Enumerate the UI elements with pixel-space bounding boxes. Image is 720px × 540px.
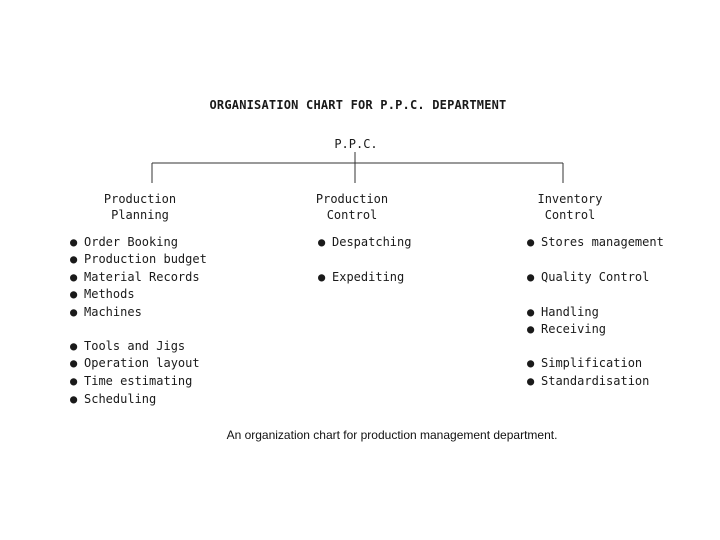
list-item (318, 269, 404, 286)
root-node-ppc: P.P.C. (334, 137, 378, 151)
list-item (527, 355, 642, 372)
list-item-label: Order Booking (84, 235, 178, 249)
list-item-label: Handling (541, 305, 599, 319)
list-item-label: Stores management (541, 235, 664, 249)
list-item (318, 234, 411, 251)
list-item (70, 355, 200, 372)
list-item (527, 373, 649, 390)
list-item (527, 234, 664, 251)
bullet-icon: ● (527, 374, 535, 388)
list-item-label: Operation layout (84, 356, 200, 370)
list-item-label: Simplification (541, 356, 643, 370)
branch-heading-line2: Control (544, 208, 596, 222)
list-item (70, 234, 178, 251)
branch-heading-line1: Production (103, 192, 177, 206)
list-item-label: Quality Control (541, 270, 650, 284)
bullet-icon: ● (318, 270, 326, 284)
list-item-label: Material Records (84, 270, 200, 284)
list-item-label: Machines (84, 305, 142, 319)
bullet-icon: ● (70, 339, 78, 353)
list-item (70, 286, 135, 303)
branch-heading-line1: Production (315, 192, 389, 206)
list-item-label: Time estimating (84, 374, 193, 388)
list-item (70, 338, 185, 355)
bullet-icon: ● (70, 305, 78, 319)
bullet-icon: ● (527, 356, 535, 370)
bullet-icon: ● (70, 252, 78, 266)
branch-heading-line2: Planning (111, 208, 169, 222)
list-item-label: Production budget (84, 252, 207, 266)
list-item-label: Despatching (332, 235, 412, 249)
list-item (70, 391, 156, 408)
list-item-label: Methods (84, 287, 135, 301)
list-item (527, 269, 649, 286)
list-item (70, 373, 192, 390)
list-item (527, 304, 599, 321)
branch-heading-production-control (300, 191, 404, 223)
list-item-label: Standardisation (541, 374, 650, 388)
bullet-icon: ● (70, 392, 78, 406)
list-item-label: Scheduling (84, 392, 157, 406)
figure-caption: An organization chart for production management department. (226, 428, 558, 442)
list-item-label: Receiving (541, 322, 607, 336)
bullet-icon: ● (70, 235, 78, 249)
bullet-icon: ● (527, 235, 535, 249)
list-item-label: Tools and Jigs (84, 339, 186, 353)
bullet-icon: ● (70, 270, 78, 284)
list-item (70, 269, 200, 286)
list-item (527, 321, 606, 338)
bullet-icon: ● (527, 305, 535, 319)
list-item-label: Expediting (332, 270, 405, 284)
bullet-icon: ● (318, 235, 326, 249)
branch-heading-line1: Inventory (537, 192, 603, 206)
branch-heading-inventory-control (518, 191, 622, 223)
list-item (70, 251, 207, 268)
chart-title: ORGANISATION CHART FOR P.P.C. DEPARTMENT (209, 98, 507, 112)
bullet-icon: ● (70, 287, 78, 301)
bullet-icon: ● (70, 356, 78, 370)
branch-heading-line2: Control (326, 208, 378, 222)
list-item (70, 304, 142, 321)
bullet-icon: ● (70, 374, 78, 388)
bullet-icon: ● (527, 322, 535, 336)
bullet-icon: ● (527, 270, 535, 284)
branch-heading-production-planning (88, 191, 192, 223)
